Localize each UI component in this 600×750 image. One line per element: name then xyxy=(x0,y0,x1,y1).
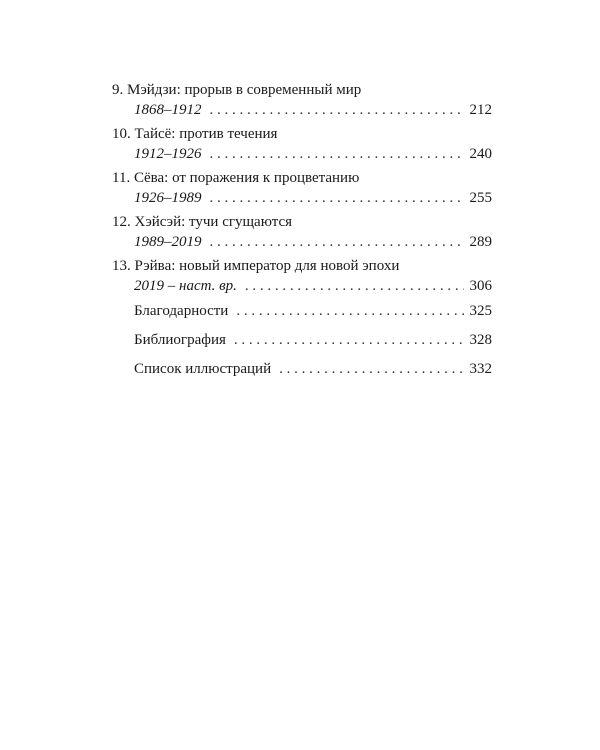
chapter-title: 11. Сёва: от поражения к процветанию xyxy=(112,170,360,186)
dot-leader xyxy=(210,100,464,120)
page-number: 306 xyxy=(469,278,492,294)
page-number: 332 xyxy=(469,361,492,377)
dot-leader xyxy=(210,232,464,252)
dot-leader xyxy=(210,188,464,208)
chapter-years: 1868–1912 xyxy=(134,102,202,118)
chapter-years: 1989–2019 xyxy=(134,234,202,250)
toc-chapter-10 xyxy=(112,124,492,164)
chapter-years-line xyxy=(112,232,492,252)
chapter-years: 1912–1926 xyxy=(134,146,202,162)
dot-leader xyxy=(236,301,463,321)
chapter-years: 2019 – наст. вр. xyxy=(134,278,237,294)
entry-label: Список иллюстраций xyxy=(134,361,272,377)
page-number: 255 xyxy=(469,190,492,206)
page-number: 212 xyxy=(469,102,492,118)
chapter-years-line xyxy=(112,100,492,120)
page-number: 240 xyxy=(469,146,492,162)
dot-leader xyxy=(245,276,464,296)
page-number: 325 xyxy=(469,303,492,319)
toc-chapter-9 xyxy=(112,80,492,120)
toc-acknowledgements xyxy=(112,301,492,321)
chapter-title: 12. Хэйсэй: тучи сгущаются xyxy=(112,214,293,230)
chapter-title: 9. Мэйдзи: прорыв в современный мир xyxy=(112,82,362,98)
chapter-title: 10. Тайсё: против течения xyxy=(112,126,278,142)
toc-chapter-11 xyxy=(112,168,492,208)
page-number: 289 xyxy=(469,234,492,250)
page-number: 328 xyxy=(469,332,492,348)
dot-leader xyxy=(234,330,464,350)
toc-list-of-illustrations xyxy=(112,359,492,379)
chapter-years-line xyxy=(112,144,492,164)
chapter-years-line xyxy=(112,276,492,296)
chapter-years: 1926–1989 xyxy=(134,190,202,206)
chapter-years-line xyxy=(112,188,492,208)
chapter-title: 13. Рэйва: новый император для новой эпохи xyxy=(112,258,400,274)
table-of-contents xyxy=(112,80,492,379)
dot-leader xyxy=(210,144,464,164)
toc-bibliography xyxy=(112,330,492,350)
toc-chapter-12 xyxy=(112,212,492,252)
entry-label: Благодарности xyxy=(134,303,229,319)
entry-label: Библиография xyxy=(134,332,226,348)
dot-leader xyxy=(279,359,463,379)
toc-chapter-13 xyxy=(112,256,492,296)
